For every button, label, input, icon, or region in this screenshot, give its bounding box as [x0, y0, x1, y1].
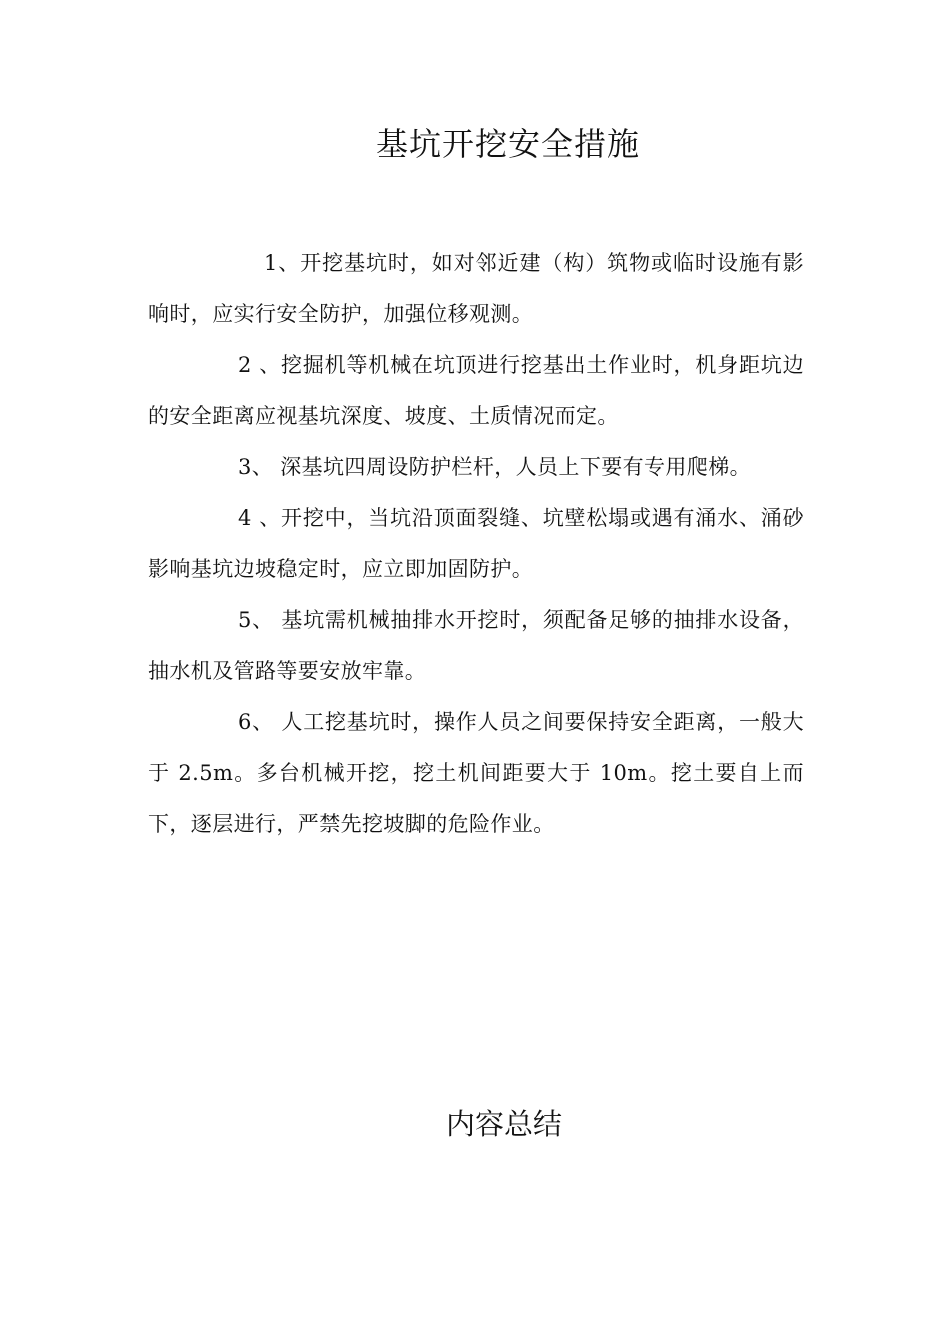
document-body — [148, 238, 804, 850]
summary-heading: 内容总结 — [445, 1107, 562, 1141]
document-title: 基坑开挖安全措施 — [375, 125, 640, 163]
paragraph-6: 6、 人工挖基坑时，操作人员之间要保持安全距离，一般大于 2.5m。多台机械开挖，挖土机间距要大于 10m。挖土要自上而下，逐层进行，严禁先挖坡脚的危险作业。 — [148, 710, 804, 836]
paragraph-5: 5、 基坑需机械抽排水开挖时，须配备足够的抽排水设备，抽水机及管路等要安放牢靠。 — [148, 608, 804, 683]
paragraph-2: 2 、挖掘机等机械在坑顶进行挖基出土作业时，机身距坑边的安全距离应视基坑深度、坡度、土质情况而定。 — [148, 353, 804, 428]
paragraph-3: 3、 深基坑四周设防护栏杆，人员上下要有专用爬梯。 — [238, 455, 752, 479]
paragraph-1: 1、开挖基坑时，如对邻近建（构）筑物或临时设施有影响时，应实行安全防护，加强位移观测。 — [148, 251, 804, 326]
paragraph-4: 4 、开挖中，当坑沿顶面裂缝、坑壁松塌或遇有涌水、涌砂影响基坑边坡稳定时，应立即加固防护。 — [148, 506, 804, 581]
